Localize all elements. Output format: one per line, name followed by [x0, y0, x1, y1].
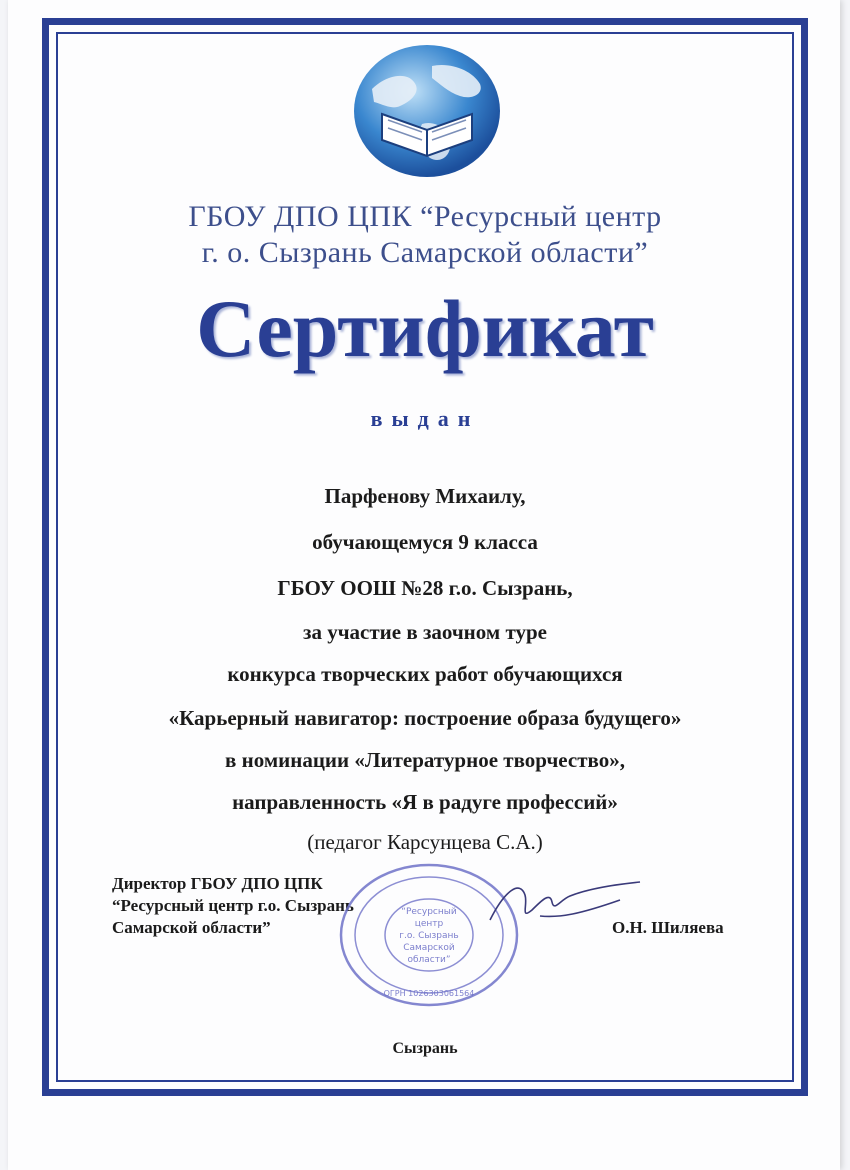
- globe-book-logo: [352, 44, 502, 178]
- contest-text: конкурса творческих работ обучающихся: [227, 662, 623, 686]
- stamp-text-5: области”: [407, 955, 451, 965]
- director-title-line-3: Самарской области”: [112, 918, 271, 937]
- certificate-title: Сертификат: [196, 283, 654, 374]
- issued-label: выдан: [370, 406, 480, 431]
- stamp-text-3: г.о. Сызрань: [399, 931, 459, 941]
- nomination-text: в номинации «Литературное творчество»,: [225, 748, 625, 772]
- director-title-line-1: Директор ГБОУ ДПО ЦПК: [112, 874, 323, 893]
- stamp-text-1: “Ресурсный: [401, 907, 457, 917]
- recipient-school: ГБОУ ООШ №28 г.о. Сызрань,: [277, 576, 573, 600]
- stamp-text-2: центр: [414, 919, 444, 929]
- organization-line-2: г. о. Сызрань Самарской области”: [201, 236, 649, 269]
- stamp-text-4: Самарской: [403, 943, 455, 953]
- stamp-ogrn: ОГРН 1026303061564: [383, 989, 475, 998]
- direction-text: направленность «Я в радуге профессий»: [232, 790, 618, 814]
- recipient-name: Парфенову Михаилу,: [324, 484, 526, 508]
- contest-name: «Карьерный навигатор: построение образа будущего»: [168, 706, 682, 730]
- city-name: Сызрань: [392, 1040, 458, 1057]
- teacher-note: (педагог Карсунцева С.А.): [307, 830, 543, 854]
- director-title-line-2: “Ресурсный центр г.о. Сызрань: [112, 896, 354, 915]
- signer-name: О.Н. Шиляева: [612, 918, 724, 937]
- participation-text: за участие в заочном туре: [303, 620, 547, 644]
- organization-line-1: ГБОУ ДПО ЦПК “Ресурсный центр: [188, 200, 662, 233]
- recipient-grade: обучающемуся 9 класса: [312, 530, 538, 554]
